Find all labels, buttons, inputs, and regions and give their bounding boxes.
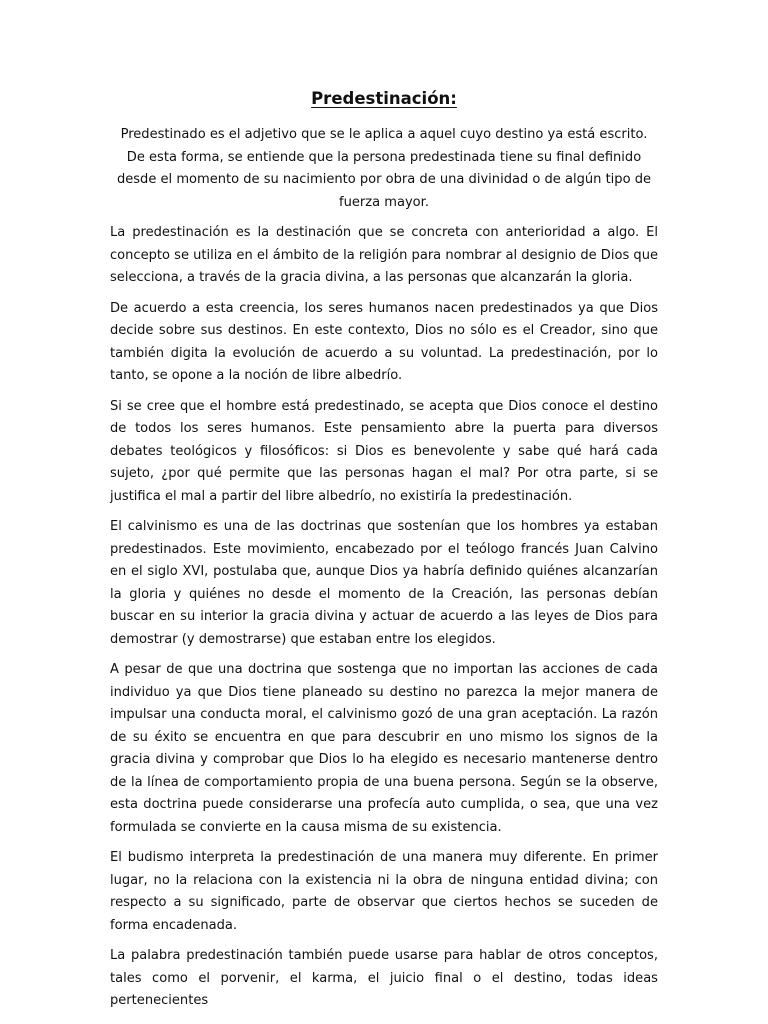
paragraph-2: La predestinación es la destinación que se concreta con anterioridad a algo. El concepto se utiliza en el ámbito de la religión para nombrar al designio de Dios que selecciona, a través de la gracia divina, a las personas que alcanzarán la gloria. <box>110 225 658 285</box>
paragraph-1: Predestinado es el adjetivo que se le aplica a aquel cuyo destino ya está escrito. De esta forma, se entiende que la persona predestinada tiene su final definido desde el momento de su nacimiento por obra de una divinidad o de algún tipo de fuerza mayor. <box>116 127 652 210</box>
paragraph-4: Si se cree que el hombre está predestinado, se acepta que Dios conoce el destino de todos los seres humanos. Este pensamiento abre la puerta para diversos debates teológicos y filosóficos: si Dios es benevolente y sabe qué hará cada sujeto, ¿por qué permite que las personas hagan el mal? Por otra parte, si se justifica el mal a partir del libre albedrío, no existiría la predestinación. <box>110 398 658 504</box>
paragraph-5: El calvinismo es una de las doctrinas que sostenían que los hombres ya estaban predestinados. Este movimiento, encabezado por el teólogo francés Juan Calvino en el siglo XVI, postulaba que, aunque Dios ya habría definido quiénes alcanzarían la gloria y quiénes no desde el momento de la Creación, las personas debían buscar en su interior la gracia divina y actuar de acuerdo a las leyes de Dios para demostrar (y demostrarse) que estaban entre los elegidos. <box>110 519 658 647</box>
paragraph-7: El budismo interpreta la predestinación de una manera muy diferente. En primer lugar, no la relaciona con la existencia ni la obra de ninguna entidad divina; con respecto a su significado, parte de observar que ciertos hechos se suceden de forma encadenada. <box>110 850 658 933</box>
paragraph-3: De acuerdo a esta creencia, los seres humanos nacen predestinados ya que Dios decide sobre sus destinos. En este contexto, Dios no sólo es el Creador, sino que también digita la evolución de acuerdo a su voluntad. La predestinación, por lo tanto, se opone a la noción de libre albedrío. <box>110 300 658 383</box>
document-title: Predestinación: <box>311 89 457 108</box>
paragraph-8: La palabra predestinación también puede usarse para hablar de otros conceptos, tales como el porvenir, el karma, el juicio final o el destino, todas ideas pertenecientes <box>110 948 658 1008</box>
paragraph-6: A pesar de que una doctrina que sostenga que no importan las acciones de cada individuo ya que Dios tiene planeado su destino no parezca la mejor manera de impulsar una conducta moral, el calvinismo gozó de una gran aceptación. La razón de su éxito se encuentra en que para descubrir en uno mismo los signos de la gracia divina y comprobar que Dios lo ha elegido es necesario mantenerse dentro de la línea de comportamiento propia de una buena persona. Según se la observe, esta doctrina puede considerarse una profecía auto cumplida, o sea, que una vez formulada se convierte en la causa misma de su existencia. <box>110 662 658 835</box>
document-page <box>110 86 658 1021</box>
